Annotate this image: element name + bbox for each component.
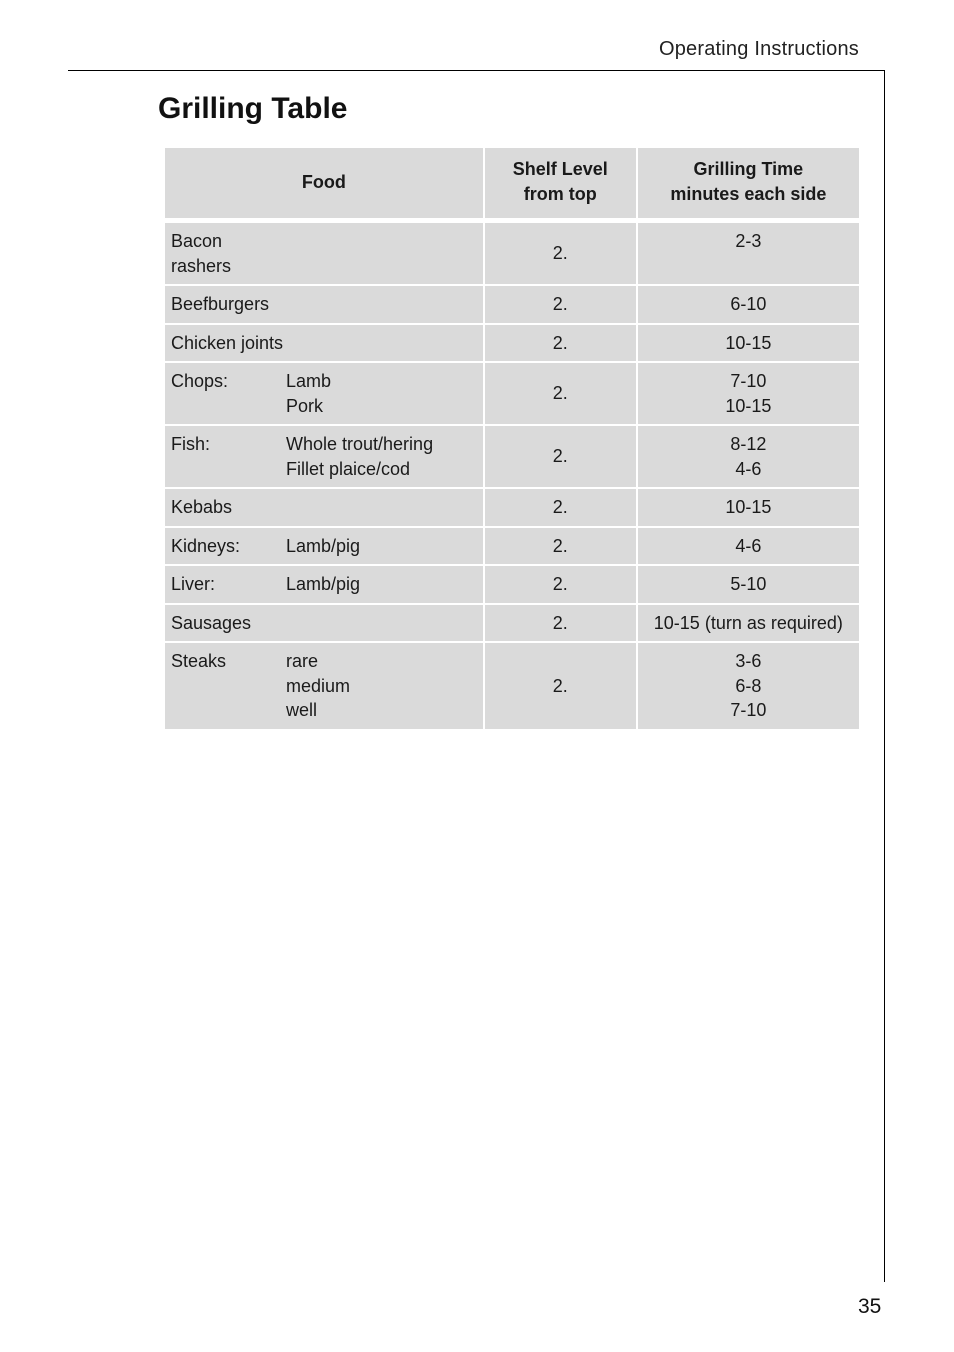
food-cell [165, 286, 483, 323]
food-variant: Lamb/pig [286, 535, 361, 556]
food-cell [165, 489, 483, 526]
grilling-time-value: 7-10 [730, 371, 767, 391]
shelf-level-cell: 2. [485, 426, 636, 487]
grilling-time-cell [638, 528, 859, 565]
food-variant: rare [286, 651, 319, 671]
table-body [165, 223, 859, 729]
shelf-level-cell: 2. [485, 489, 636, 526]
food-name: Kidneys: [171, 535, 241, 556]
food-variant: Lamb [286, 371, 332, 391]
food-cell [165, 566, 483, 603]
food-variant: Pork [286, 395, 324, 416]
grilling-time-cell [638, 426, 859, 487]
grilling-time-cell [638, 489, 859, 526]
table-row [165, 426, 859, 487]
table-row [165, 223, 859, 284]
table-row [165, 643, 859, 729]
grilling-time-value: 8-12 [730, 434, 767, 454]
food-cell [165, 363, 483, 424]
food-name: Beefburgers [171, 294, 270, 314]
food-cell [165, 643, 483, 729]
table-row [165, 605, 859, 642]
food-variants [286, 534, 360, 559]
table-row [165, 528, 859, 565]
food-variants [286, 369, 331, 418]
food-name: Sausages [171, 612, 252, 633]
grilling-time-value: 2-3 [735, 231, 762, 251]
grilling-time-value: 10-15 (turn as required) [653, 612, 843, 633]
food-name: Chops: [171, 371, 229, 391]
food-cell [165, 528, 483, 565]
shelf-level-cell: 2. [485, 286, 636, 323]
food-variants [286, 432, 433, 481]
food-variant: well [286, 700, 318, 720]
grilling-time-value: 10-15 [725, 497, 772, 517]
grilling-time-cell [638, 223, 859, 284]
food-name: Chicken joints [171, 332, 284, 353]
grilling-time-cell [638, 363, 859, 424]
grilling-time-value: 4-6 [735, 458, 762, 479]
header-rule [68, 70, 885, 71]
shelf-level-cell: 2. [485, 363, 636, 424]
shelf-level-cell: 2. [485, 223, 636, 284]
food-variant: Lamb/pig [286, 574, 361, 594]
food-name: Steaks [171, 651, 227, 671]
food-variant: Fillet plaice/cod [286, 458, 411, 479]
grilling-time-cell [638, 325, 859, 362]
table-header-row [165, 148, 859, 221]
column-header-food-label: Food [301, 171, 346, 192]
column-header-shelf-level [485, 148, 636, 221]
food-name: Fish: [171, 434, 211, 454]
shelf-level-cell: 2. [485, 528, 636, 565]
grilling-time-cell [638, 643, 859, 729]
food-name: Bacon rashers [171, 231, 232, 276]
shelf-level-cell: 2. [485, 325, 636, 362]
food-cell [165, 325, 483, 362]
shelf-level-cell: 2. [485, 566, 636, 603]
shelf-level-cell: 2. [485, 643, 636, 729]
food-name: Kebabs [171, 497, 233, 517]
grilling-time-value: 10-15 [725, 332, 772, 353]
grilling-time-cell [638, 566, 859, 603]
grilling-time-value: 3-6 [735, 651, 762, 671]
grilling-time-value: 6-10 [730, 294, 767, 314]
column-header-time-line1: Grilling Time [693, 159, 804, 179]
grilling-table [163, 146, 861, 731]
food-variants [286, 572, 360, 597]
grilling-time-value: 10-15 [725, 395, 772, 416]
column-header-grilling-time [638, 148, 859, 221]
column-header-food [165, 148, 483, 221]
food-cell [165, 426, 483, 487]
table-row [165, 325, 859, 362]
food-variant: Whole trout/hering [286, 434, 434, 454]
grilling-time-value: 4-6 [735, 535, 762, 556]
table-row [165, 363, 859, 424]
shelf-level-cell: 2. [485, 605, 636, 642]
running-header: Operating Instructions [658, 38, 859, 60]
page-number: 35 [858, 1295, 882, 1318]
food-cell [165, 223, 483, 284]
column-header-time-line2: minutes each side [670, 184, 827, 204]
grilling-time-value: 7-10 [730, 700, 767, 720]
table-row [165, 566, 859, 603]
column-header-shelf-line1: Shelf Level [512, 159, 608, 179]
grilling-time-value: 6-8 [735, 675, 762, 696]
side-rule [884, 70, 885, 1282]
table-row [165, 286, 859, 323]
table-row [165, 489, 859, 526]
grilling-time-cell [638, 286, 859, 323]
page-title: Grilling Table [158, 92, 348, 125]
food-cell [165, 605, 483, 642]
food-name: Liver: [171, 574, 216, 594]
column-header-shelf-line2: from top [523, 184, 597, 204]
grilling-time-value: 5-10 [730, 574, 767, 594]
food-variants [286, 649, 350, 723]
food-variant: medium [286, 675, 351, 696]
grilling-time-cell [638, 605, 859, 642]
